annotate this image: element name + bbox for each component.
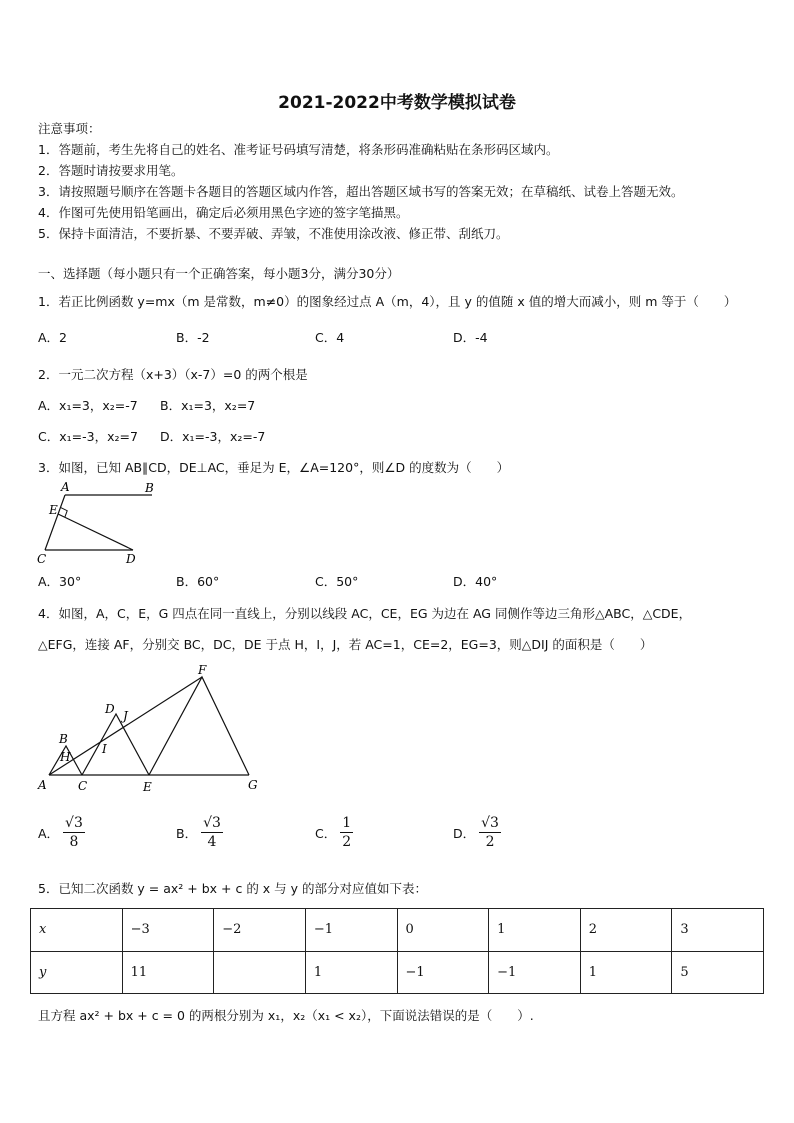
q2-option-d: D．x₁=-3，x₂=-7 <box>160 429 266 444</box>
question-1-stem: 1．若正比例函数 y=mx（m 是常数，m≠0）的图象经过点 A（m，4），且 y 的值随 x 值的增大而减小，则 m 等于（ ） <box>38 294 737 309</box>
q4-option-a <box>38 814 85 851</box>
q4-option-d-fraction <box>479 814 501 851</box>
table-cell: x <box>31 909 123 952</box>
q4-option-c <box>315 814 353 851</box>
q4-option-d <box>453 814 501 851</box>
q1-option-d: D．-4 <box>453 330 488 345</box>
q4-option-b-fraction <box>201 814 223 851</box>
label-e: E <box>49 503 58 517</box>
q3-option-d: D．40° <box>453 574 498 589</box>
label-d: D <box>105 702 115 716</box>
fraction-numerator: 1 <box>342 815 352 831</box>
q3-option-b: B．60° <box>176 574 220 589</box>
q4-figure <box>34 662 266 798</box>
table-cell: 11 <box>122 951 214 994</box>
triangle-cde <box>82 714 149 775</box>
table-cell: −3 <box>122 909 214 952</box>
question-5-stem: 5．已知二次函数 y = ax² + bx + c 的 x 与 y 的部分对应值如下表： <box>38 881 428 896</box>
q2-option-b: B．x₁=3，x₂=7 <box>160 398 256 413</box>
notice-item: 4．作图可先使用铅笔画出，确定后必须用黑色字迹的签字笔描黑。 <box>38 205 409 220</box>
notice-item: 1．答题前，考生先将自己的姓名、准考证号码填写清楚，将条形码准确粘贴在条形码区域内。 <box>38 142 559 157</box>
table-cell: 5 <box>672 951 764 994</box>
label-c: C <box>37 552 47 566</box>
table-cell: 0 <box>397 909 489 952</box>
question-4-stem-line1: 4．如图，A，C，E，G 四点在同一直线上，分别以线段 AC，CE，EG 为边在 AG 同侧作等边三角形△ABC，△CDE， <box>38 606 692 621</box>
label-a: A <box>61 480 70 494</box>
q3-option-c: C．50° <box>315 574 359 589</box>
table-cell: 1 <box>489 909 581 952</box>
q3-option-a: A．30° <box>38 574 82 589</box>
notice-item: 5．保持卡面清洁，不要折暴、不要弄破、弄皱，不准使用涂改液、修正带、刮纸刀。 <box>38 226 509 241</box>
fraction-denominator: 4 <box>207 834 217 850</box>
table-cell: y <box>31 951 123 994</box>
label-h: H <box>60 750 71 764</box>
table-cell: −1 <box>305 909 397 952</box>
table-cell: −2 <box>214 909 306 952</box>
question-4-stem-line2: △EFG，连接 AF，分别交 BC，DC，DE 于点 H，I，J，若 AC=1，CE=2，EG=3，则△DIJ 的面积是（ ） <box>38 637 653 652</box>
q4-option-c-letter: C． <box>315 825 337 841</box>
notice-item: 2．答题时请按要求用笔。 <box>38 163 184 178</box>
notice-item: 3．请按照题号顺序在答题卡各题目的答题区域内作答，超出答题区域书写的答案无效；在草稿纸、试卷上答题无效。 <box>38 184 684 199</box>
table-cell: 2 <box>580 909 672 952</box>
q4-option-d-letter: D． <box>453 825 476 841</box>
label-d: D <box>126 552 136 566</box>
table-cell: 3 <box>672 909 764 952</box>
value-table <box>30 908 764 994</box>
q2-option-a: A．x₁=3，x₂=-7 <box>38 398 138 413</box>
fraction-numerator: √3 <box>65 815 83 831</box>
table-row-y <box>31 951 764 994</box>
q4-option-c-fraction <box>340 814 353 851</box>
fraction-numerator: √3 <box>203 815 221 831</box>
table-row-x <box>31 909 764 952</box>
label-a: A <box>38 778 47 792</box>
q2-option-c: C．x₁=-3，x₂=7 <box>38 429 138 444</box>
segment-af <box>49 677 202 775</box>
q4-option-b <box>176 814 223 851</box>
fraction-numerator: √3 <box>481 815 499 831</box>
q4-option-a-fraction <box>63 814 85 851</box>
q1-option-a: A．2 <box>38 330 68 345</box>
table-cell: −1 <box>489 951 581 994</box>
table-cell <box>214 951 306 994</box>
question-3-stem: 3．如图，已知 AB∥CD，DE⊥AC，垂足为 E，∠A=120°，则∠D 的度数为（ ） <box>38 460 510 475</box>
table-cell: 1 <box>305 951 397 994</box>
q3-figure <box>34 478 164 570</box>
section-heading: 一、选择题（每小题只有一个正确答案，每小题3分，满分30分） <box>38 266 400 281</box>
label-g: G <box>248 778 258 792</box>
label-e: E <box>143 780 152 794</box>
q4-option-b-letter: B． <box>176 825 198 841</box>
label-b: B <box>145 481 154 495</box>
fraction-denominator: 2 <box>485 834 495 850</box>
q4-option-a-letter: A． <box>38 825 60 841</box>
page-title: 2021-2022中考数学模拟试卷 <box>278 93 516 113</box>
question-5-tail: 且方程 ax² + bx + c = 0 的两根分别为 x₁，x₂（x₁ < x₂），下面说法错误的是（ ）. <box>38 1008 534 1023</box>
fraction-denominator: 2 <box>342 834 352 850</box>
q1-option-b: B．-2 <box>176 330 210 345</box>
question-2-stem: 2．一元二次方程（x+3）（x-7）=0 的两个根是 <box>38 367 308 382</box>
label-f: F <box>198 663 207 677</box>
segment-de <box>58 514 133 550</box>
table-cell: −1 <box>397 951 489 994</box>
label-i: I <box>102 742 107 756</box>
label-b: B <box>59 732 68 746</box>
notice-heading: 注意事项： <box>38 121 101 136</box>
label-j: J <box>123 709 128 723</box>
label-c: C <box>78 779 88 793</box>
fraction-denominator: 8 <box>69 834 79 850</box>
table-cell: 1 <box>580 951 672 994</box>
q1-option-c: C．4 <box>315 330 345 345</box>
triangle-efg <box>149 677 249 775</box>
